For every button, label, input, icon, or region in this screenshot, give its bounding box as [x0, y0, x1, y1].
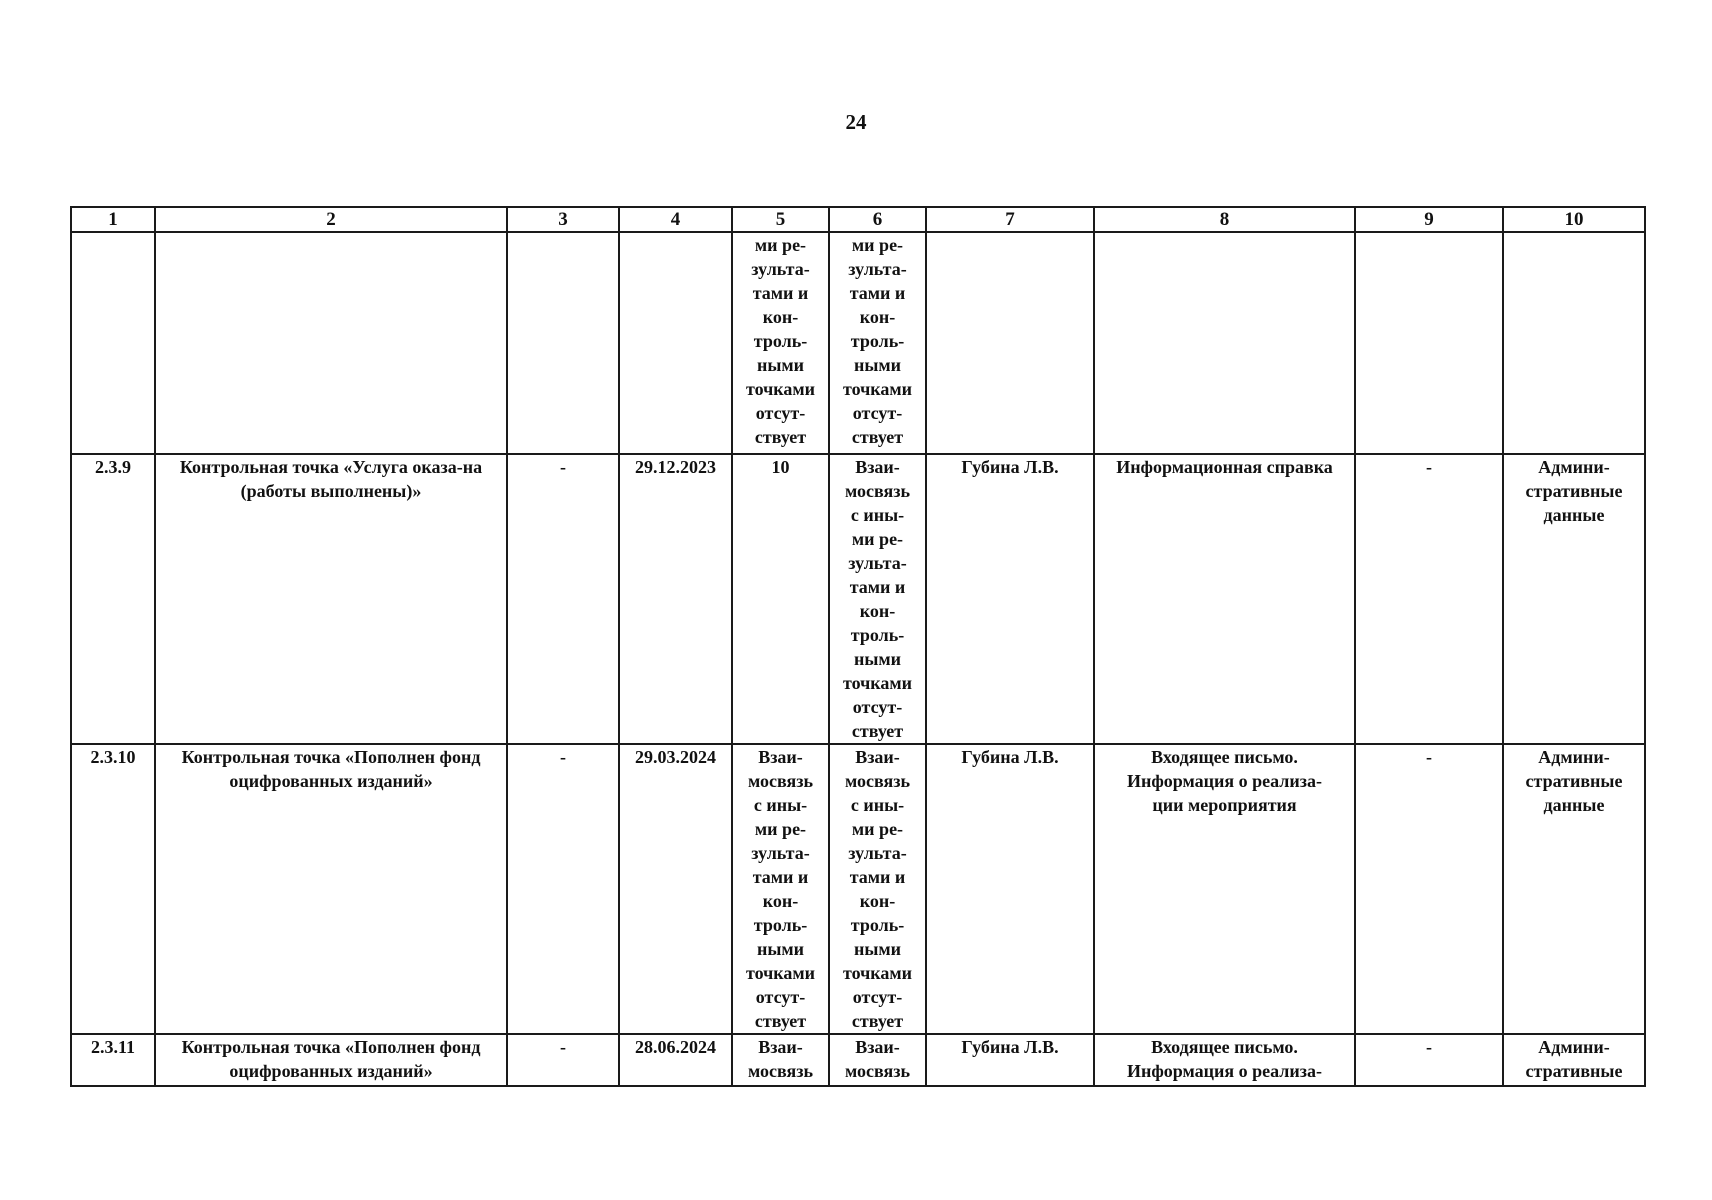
- cell-col10: [1503, 232, 1645, 454]
- cell-document: Информационная справка: [1094, 454, 1355, 744]
- header-col-2: 2: [155, 207, 507, 232]
- cell-name: Контрольная точка «Услуга оказа-на (работы выполнены)»: [155, 454, 507, 744]
- cell-col9: -: [1355, 744, 1503, 1034]
- header-col-10: 10: [1503, 207, 1645, 232]
- cell-col6: Взаи- мосвязь с ины- ми ре- зульта- тами и кон- троль- ными точками отсут- ствует: [829, 744, 926, 1034]
- table-row: [71, 744, 1645, 1034]
- cell-col5: Взаи- мосвязь: [732, 1034, 829, 1086]
- cell-col5: Взаи- мосвязь с ины- ми ре- зульта- тами и кон- троль- ными точками отсут- ствует: [732, 744, 829, 1034]
- cell-col3: -: [507, 1034, 619, 1086]
- cell-name: [155, 232, 507, 454]
- header-col-1: 1: [71, 207, 155, 232]
- cell-responsible: Губина Л.В.: [926, 1034, 1094, 1086]
- cell-date: [619, 232, 732, 454]
- cell-col6: Взаи- мосвязь с ины- ми ре- зульта- тами и кон- троль- ными точками отсут- ствует: [829, 454, 926, 744]
- header-col-4: 4: [619, 207, 732, 232]
- cell-date: 29.03.2024: [619, 744, 732, 1034]
- header-col-7: 7: [926, 207, 1094, 232]
- cell-document: Входящее письмо. Информация о реализа- ции мероприятия: [1094, 744, 1355, 1034]
- cell-col10: Админи- стративные данные: [1503, 744, 1645, 1034]
- header-row: [71, 207, 1645, 232]
- cell-col10: Админи- стративные данные: [1503, 454, 1645, 744]
- cell-col9: -: [1355, 454, 1503, 744]
- cell-responsible: Губина Л.В.: [926, 744, 1094, 1034]
- cell-num: 2.3.10: [71, 744, 155, 1034]
- header-col-3: 3: [507, 207, 619, 232]
- cell-responsible: Губина Л.В.: [926, 454, 1094, 744]
- cell-col9: -: [1355, 1034, 1503, 1086]
- cell-col5: ми ре- зульта- тами и кон- троль- ными точками отсут- ствует: [732, 232, 829, 454]
- cell-col6: ми ре- зульта- тами и кон- троль- ными точками отсут- ствует: [829, 232, 926, 454]
- cell-col5: 10: [732, 454, 829, 744]
- cell-name: Контрольная точка «Пополнен фонд оцифрованных изданий»: [155, 744, 507, 1034]
- cell-num: 2.3.9: [71, 454, 155, 744]
- cell-col10: Админи- стративные: [1503, 1034, 1645, 1086]
- page-number: 24: [845, 110, 867, 134]
- cell-document: Входящее письмо. Информация о реализа-: [1094, 1034, 1355, 1086]
- header-col-5: 5: [732, 207, 829, 232]
- cell-date: 29.12.2023: [619, 454, 732, 744]
- cell-col3: -: [507, 454, 619, 744]
- header-col-8: 8: [1094, 207, 1355, 232]
- cell-col3: [507, 232, 619, 454]
- cell-date: 28.06.2024: [619, 1034, 732, 1086]
- header-col-9: 9: [1355, 207, 1503, 232]
- cell-num: 2.3.11: [71, 1034, 155, 1086]
- cell-col6: Взаи- мосвязь: [829, 1034, 926, 1086]
- plan-table: [70, 206, 1646, 1087]
- cell-num: [71, 232, 155, 454]
- cell-col3: -: [507, 744, 619, 1034]
- header-col-6: 6: [829, 207, 926, 232]
- table-row: [71, 454, 1645, 744]
- cell-col9: [1355, 232, 1503, 454]
- cell-name: Контрольная точка «Пополнен фонд оцифрованных изданий»: [155, 1034, 507, 1086]
- cell-document: [1094, 232, 1355, 454]
- table-row: [71, 1034, 1645, 1086]
- table-row-continuation: [71, 232, 1645, 454]
- cell-responsible: [926, 232, 1094, 454]
